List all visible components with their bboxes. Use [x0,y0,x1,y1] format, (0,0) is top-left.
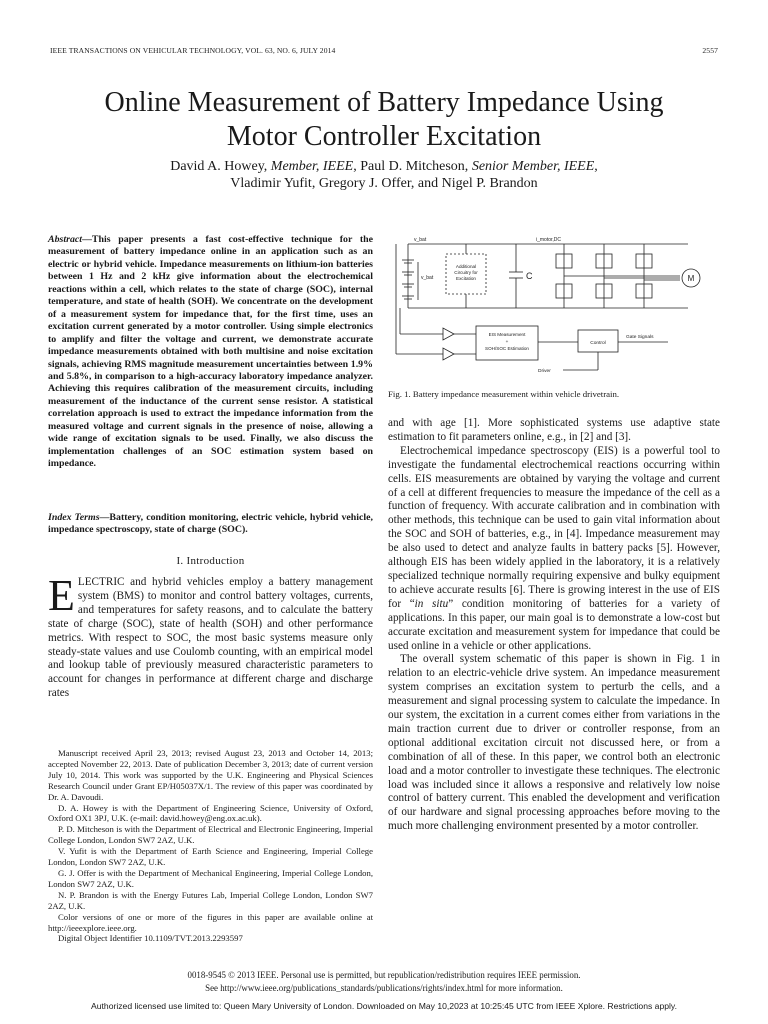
drop-cap: E [48,571,75,620]
right-column-text: and with age [1]. More sophisticated systems use adaptive state estimation to fit parameters online, e.g., in [2] and [3]. Electrochemical impedance spectroscopy (EIS) is a powerful tool to investigate the fundamental electrochemical reactions occurring within cells. EIS measurements are obtained by varying the voltage and current of a cell at different frequencies to measure the impedance of the cell as a function of frequency. With accurate calibration and in combination with other methods, this technique can be used to gain vital information about the SOC and SOH of batteries, e.g., in [4]. Impedance measurement may be also used to detect and analyze faults in battery packs [5]. However, although EIS has been widely applied in the laboratory, it is a relatively specialized technique normally requiring expensive and bulky equipment to achieve accurate results [6]. There is growing interest in the use of EIS for “in situ” condition monitoring of batteries for a variety of applications. In this paper, our main goal is to demonstrate a low-cost but accurate excitation and measurement system for impedance that could be used online in a vehicle or other applications. The overall system schematic of this paper is shown in Fig. 1 in relation to an electric-vehicle drive system. An impedance measurement system comprises an excitation system to perturb the cells, and a measurement and signal processing system to calculate the impedance. In our system, the excitation in a current comes either from variations in the main traction current due to driver or controller response, from an optional additional excitation circuit not discussed here, or from a combination of all of these. In this paper, we control both an electronic load and a motor controller to investigate these techniques. The electronic load was included since it allows a responsive and relatively low noise control of battery current. This enabled the development and verification of our hardware and signal processing approaches before moving to the much more challenging environment presented by a motor controller. [388,417,720,833]
svg-text:C: C [526,271,533,281]
author-list: David A. Howey, Member, IEEE, Paul D. Mitcheson, Senior Member, IEEE, Vladimir Yufit, Gregory J. Offer, and Nigel P. Brandon [170,159,598,191]
svg-text:Circuitry for: Circuitry for [454,270,478,275]
figure-1-schematic [388,232,720,380]
paper-title: Online Measurement of Battery Impedance Using Motor Controller Excitation [104,87,664,152]
svg-text:i_motor,DC: i_motor,DC [536,237,562,243]
running-header [50,46,718,55]
figure-caption: Fig. 1. Battery impedance measurement within vehicle drivetrain. [388,389,620,399]
index-terms: Index Terms—Battery, condition monitoring, electric vehicle, hybrid vehicle, impedance spectroscopy, state of charge (SOC). [48,512,374,536]
svg-text:Excitation: Excitation [456,276,476,281]
abstract: Abstract—This paper presents a fast cost-effective technique for the measurement of battery impedance online in an application such as an electric or hybrid vehicle. Impedance measurements on lithium-ion batteries between 1 Hz and 2 kHz give information about the electrochemical reactions within a cell, which relates to the state of charge (SOC), internal temperature, and state of health (SOH). We concentrate on the development of a measurement system for impedance that, for the first time, uses an excitation current generated by a motor controller. Using simple electronics to amplify and filter the voltage and current, we demonstrate accurate impedance measurements obtained with both multisine and noise excitation signals, achieving RMS magnitude measurement uncertainties between 1.9% and 5.8%, in comparison to a high-accuracy laboratory impedance analyzer. Achieving this requires calibration of the measurement circuits, including measurement of the inductance of the current sense resistor. A statistical correlation approach is used to extract the impedance information from the measured voltage and current signals in the presence of noise, allowing a wide range of excitation signals to be used. Finally, we also discuss the implementation challenges of an SOC estimation system based on impedance. [48,234,373,470]
svg-text:SOH/SOC Estimation: SOH/SOC Estimation [485,346,529,351]
svg-text:Additional: Additional [455,264,477,269]
svg-text:Driver: Driver [538,369,551,374]
journal-name: IEEE TRANSACTIONS ON VEHICULAR TECHNOLOGY, VOL. 63, NO. 6, JULY 2014 [50,46,336,55]
svg-text:Control: Control [590,341,606,346]
svg-text:v_bat: v_bat [414,237,427,243]
page-number: 2557 [702,46,718,55]
intro-paragraph: ELECTRIC and hybrid vehicles employ a battery management system (BMS) to monitor and control battery voltages, currents, and temperatures for safety reasons, and to calculate the battery state of charge (SOC), state of health (SOH) and other performance metrics. With respect to SOC, the most basic systems measure only steady-state values and use Coulomb counting, with an empirical model and lookup table of previously measured characteristic parameters to account for changes in performance at different charge and discharge rates [48,571,373,700]
svg-text:Gate Signals: Gate Signals [626,335,654,340]
svg-text:EIS Measurement: EIS Measurement [488,332,526,337]
section-heading: I. Introduction [176,555,245,567]
svg-text:v_bat: v_bat [421,275,434,281]
svg-text:+: + [505,339,509,344]
license-notice: Authorized licensed use limited to: Queen Mary University of London. Downloaded on May 10,2023 at 10:25:45 UTC from IEEE Xplore. Restrictions apply. [91,1001,677,1011]
footnotes: Manuscript received April 23, 2013; revised August 23, 2013 and October 14, 2013; accepted November 22, 2013. Date of publication December 3, 2013; date of current version July 10, 2014. This work was supported by the U.K. Engineering and Physical Sciences Research Council under Grant EP/H05037X/1. The review of this paper was coordinated by Dr. A. Davoudi. D. A. Howey is with the Department of Engineering Science, University of Oxford, Oxford OX1 3PJ, U.K. (e-mail: david.howey@eng.ox.ac.uk). P. D. Mitcheson is with the Department of Electrical and Electronic Engineering, Imperial College London, London SW7 2AZ, U.K. V. Yufit is with the Department of Earth Science and Engineering, Imperial College London, London SW7 2AZ, U.K. G. J. Offer is with the Department of Mechanical Engineering, Imperial College London, London SW7 2AZ, U.K. N. P. Brandon is with the Energy Futures Lab, Imperial College London, London SW7 2AZ, U.K. Color versions of one or more of the figures in this paper are available online at http://ieeexplore.ieee.org. Digital Object Identifier 10.1109/TVT.2013.2293597 [48,748,373,944]
svg-text:M: M [687,274,695,283]
copyright-notice: 0018-9545 © 2013 IEEE. Personal use is permitted, but republication/redistribution requires IEEE permission. See http://www.ieee.org/publications_standards/publications/rights/index.html for more information. [187,970,581,993]
